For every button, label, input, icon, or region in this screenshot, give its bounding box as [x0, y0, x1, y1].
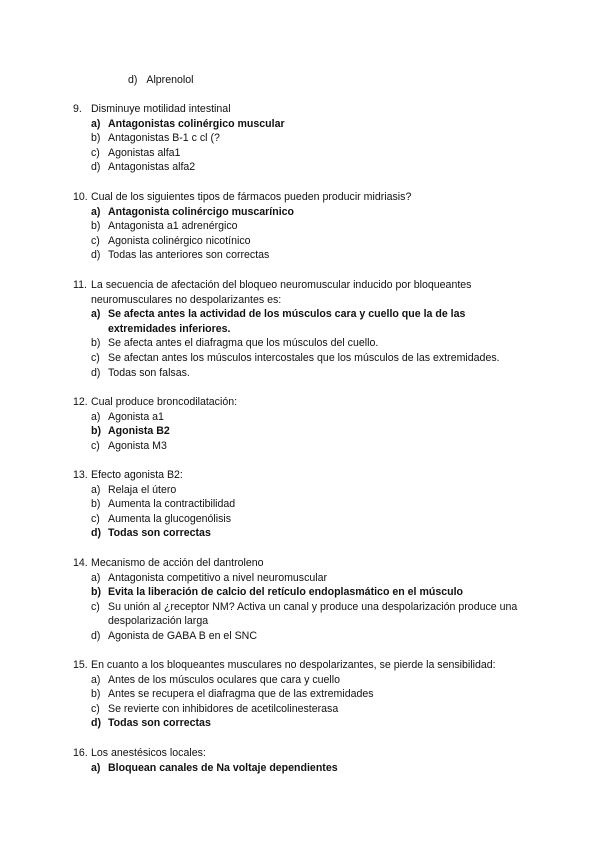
option-letter: d) — [91, 249, 101, 262]
question-text: Disminuye motilidad intestinal — [91, 103, 231, 115]
question-title — [0, 395, 600, 410]
answer-option — [0, 585, 600, 600]
option-text: Se afecta antes el diafragma que los músculos del cuello. — [108, 337, 379, 350]
option-text: Todas son correctas — [108, 717, 211, 730]
option-text: Todas las anteriores son correctas — [108, 249, 270, 262]
option-text: Agonista de GABA B en el SNC — [108, 629, 257, 642]
option-letter: d) — [91, 527, 101, 540]
question-14 — [0, 556, 600, 644]
option-letter: b) — [91, 337, 101, 350]
option-letter: b) — [91, 132, 101, 145]
answer-option — [0, 131, 600, 146]
option-text: Evita la liberación de calcio del retículo endoplasmático en el músculo — [108, 586, 463, 599]
answer-option — [0, 512, 600, 527]
option-text: Antagonistas alfa2 — [108, 161, 196, 174]
answer-option — [0, 629, 600, 644]
option-letter: a) — [91, 205, 101, 218]
question-text: La secuencia de afectación del bloqueo neuromuscular inducido por bloqueantes neuromusculares no despolarizantes es: — [91, 279, 472, 306]
question-15 — [0, 658, 600, 731]
question-12 — [0, 395, 600, 453]
option-letter: c) — [91, 702, 100, 715]
question-13 — [0, 468, 600, 541]
option-letter: b) — [91, 586, 101, 599]
answer-option — [0, 205, 600, 220]
answer-option — [0, 336, 600, 351]
answer-option — [0, 219, 600, 234]
option-letter: c) — [91, 234, 100, 247]
option-letter: d) — [91, 717, 101, 730]
answer-option — [0, 117, 600, 132]
option-text: Antagonistas B-1 c cl (? — [108, 132, 220, 145]
answer-option — [0, 687, 600, 702]
question-title — [0, 468, 600, 483]
option-letter: a) — [91, 483, 101, 496]
question-text: Mecanismo de acción del dantroleno — [91, 557, 264, 569]
option-text: Se revierte con inhibidores de acetilcolinesterasa — [108, 702, 339, 715]
option-letter: d) — [91, 629, 101, 642]
option-letter: c) — [91, 439, 100, 452]
question-text: Cual produce broncodilatación: — [91, 396, 238, 408]
option-letter: b) — [91, 220, 101, 233]
option-text: Agonista colinérgico nicotínico — [108, 234, 251, 247]
option-letter: a) — [91, 761, 101, 774]
question-16 — [0, 746, 600, 775]
answer-option — [0, 424, 600, 439]
option-text: Alprenolol — [146, 74, 194, 86]
question-title — [0, 102, 600, 117]
option-text: Antes de los músculos oculares que cara y cuello — [108, 673, 341, 686]
option-letter: a) — [91, 673, 101, 686]
option-letter: c) — [91, 146, 100, 159]
option-text: Su unión al ¿receptor NM? Activa un canal y produce una despolarización produce una despolarización larga — [108, 600, 518, 628]
option-letter: d) — [128, 74, 138, 86]
question-text: En cuanto a los bloqueantes musculares no despolarizantes, se pierde la sensibilidad: — [91, 659, 496, 671]
question-text: Los anestésicos locales: — [91, 747, 206, 759]
answer-option — [0, 483, 600, 498]
question-number: 11. — [73, 279, 87, 291]
answer-option — [0, 410, 600, 425]
option-letter: b) — [91, 425, 101, 438]
option-text: Antagonista a1 adrenérgico — [108, 220, 238, 233]
option-text: Relaja el útero — [108, 483, 177, 496]
question-number: 15. — [73, 659, 88, 671]
answer-option — [0, 234, 600, 249]
option-letter: d) — [91, 161, 101, 174]
option-letter: d) — [91, 366, 101, 379]
question-title — [0, 556, 600, 571]
option-text: Aumenta la contractibilidad — [108, 498, 236, 511]
orphan-option — [128, 73, 600, 88]
option-letter: b) — [91, 688, 101, 701]
option-text: Se afectan antes los músculos intercostales que los músculos de las extremidades. — [108, 351, 500, 364]
option-letter: c) — [91, 351, 100, 364]
question-title — [0, 278, 600, 307]
question-title — [0, 746, 600, 761]
option-text: Antagonistas colinérgico muscular — [108, 117, 285, 130]
answer-option — [0, 366, 600, 381]
question-number: 13. — [73, 469, 88, 481]
question-9 — [0, 102, 600, 175]
question-10 — [0, 190, 600, 263]
option-text: Se afecta antes la actividad de los músculos cara y cuello que la de las extremidades inferiores. — [108, 308, 466, 335]
option-letter: a) — [91, 571, 101, 584]
answer-option — [0, 716, 600, 731]
question-number: 10. — [73, 191, 88, 203]
question-number: 14. — [73, 557, 88, 569]
answer-option — [0, 600, 600, 629]
option-text: Agonista M3 — [108, 439, 167, 452]
option-text: Bloquean canales de Na voltaje dependientes — [108, 761, 338, 774]
question-title — [0, 190, 600, 205]
question-text: Cual de los siguientes tipos de fármacos pueden producir midriasis? — [91, 191, 412, 203]
question-11 — [0, 278, 600, 380]
option-text: Agonista B2 — [108, 425, 170, 438]
answer-option — [0, 702, 600, 717]
answer-option — [0, 160, 600, 175]
option-text: Agonistas alfa1 — [108, 146, 181, 159]
option-letter: b) — [91, 498, 101, 511]
question-text: Efecto agonista B2: — [91, 469, 183, 481]
option-text: Antagonista colinércigo muscarínico — [108, 205, 295, 218]
answer-option — [0, 761, 600, 776]
answer-option — [0, 673, 600, 688]
answer-option — [0, 526, 600, 541]
option-letter: a) — [91, 117, 101, 130]
answer-option — [0, 146, 600, 161]
option-letter: a) — [91, 410, 101, 423]
answer-option — [0, 497, 600, 512]
answer-option — [0, 351, 600, 366]
answer-option — [0, 571, 600, 586]
option-letter: a) — [91, 308, 101, 321]
answer-option — [0, 439, 600, 454]
option-letter: c) — [91, 512, 100, 525]
answer-option — [0, 307, 600, 336]
option-text: Todas son correctas — [108, 527, 211, 540]
option-text: Antagonista competitivo a nivel neuromuscular — [108, 571, 328, 584]
answer-option — [0, 248, 600, 263]
option-text: Antes se recupera el diafragma que de las extremidades — [108, 688, 374, 701]
option-text: Todas son falsas. — [108, 366, 190, 379]
question-number: 16. — [73, 747, 88, 759]
question-number: 12. — [73, 396, 88, 408]
option-letter: c) — [91, 600, 100, 613]
question-title — [0, 658, 600, 673]
option-text: Aumenta la glucogenólisis — [108, 512, 232, 525]
question-number: 9. — [73, 103, 82, 115]
option-text: Agonista a1 — [108, 410, 164, 423]
